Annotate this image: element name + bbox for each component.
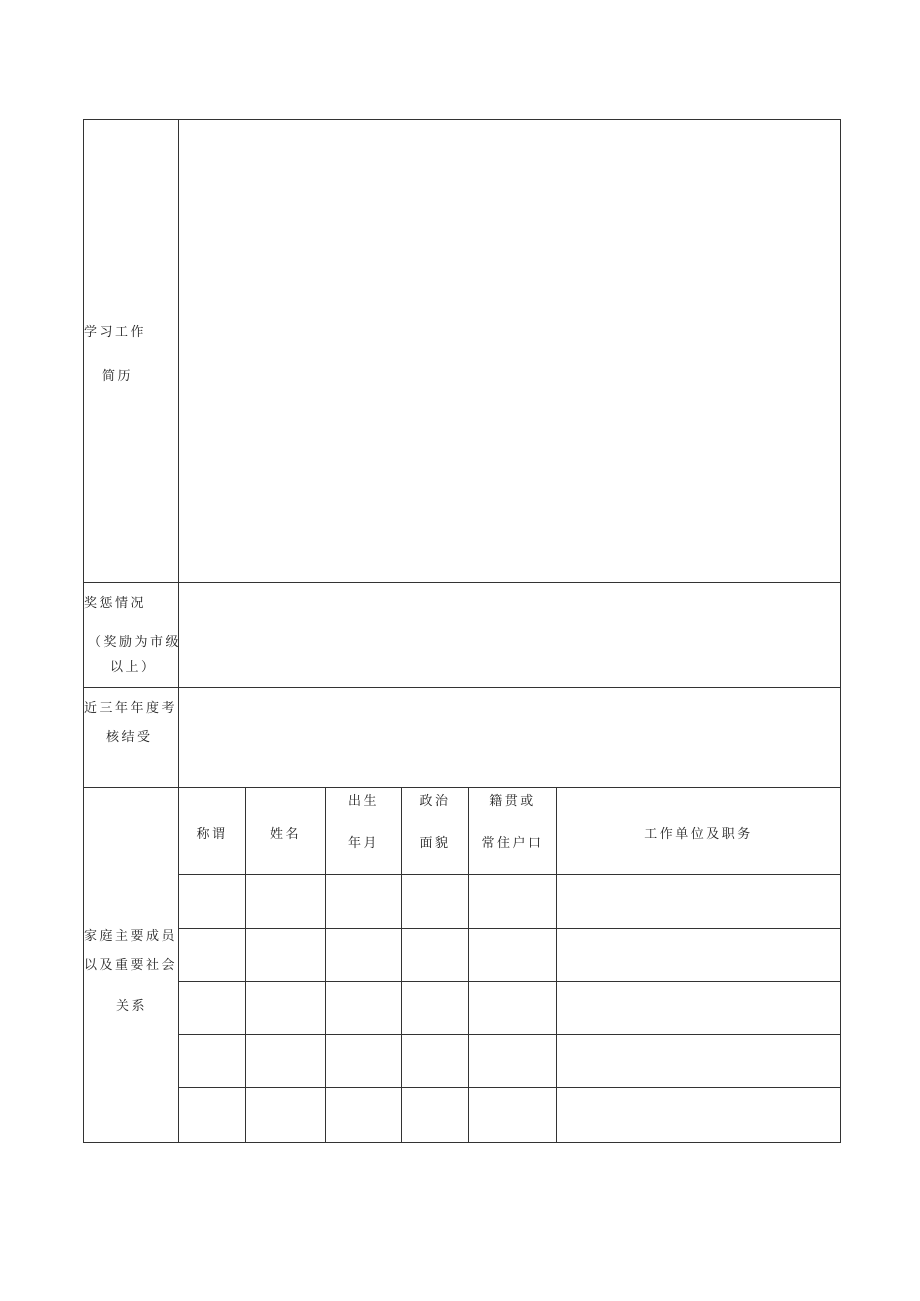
table-border-left [83, 119, 84, 1143]
family-label-line3: 关系 [116, 999, 148, 1014]
family-header-origin-line1: 籍贯或 [489, 794, 536, 809]
relation-cell[interactable] [179, 1088, 245, 1142]
birth-cell[interactable] [326, 929, 401, 981]
origin-cell[interactable] [469, 982, 556, 1034]
birth-cell[interactable] [326, 1035, 401, 1087]
table-border-right [840, 119, 841, 1143]
origin-cell[interactable] [469, 1035, 556, 1087]
family-header-relation: 称谓 [196, 827, 228, 842]
name-cell[interactable] [246, 929, 325, 981]
family-header-political-line2: 面貌 [419, 836, 451, 851]
work-cell[interactable] [557, 875, 840, 928]
section-divider-3 [83, 787, 841, 788]
relation-cell[interactable] [179, 875, 245, 928]
family-label-line2: 以及重要社会 [84, 958, 178, 973]
name-cell[interactable] [246, 1035, 325, 1087]
family-header-political-line1: 政治 [419, 794, 451, 809]
origin-cell[interactable] [469, 875, 556, 928]
family-header-origin-line2: 常住户口 [481, 836, 544, 851]
family-header-work: 工作单位及职务 [644, 827, 753, 842]
birth-cell[interactable] [326, 982, 401, 1034]
study-work-resume-label-line1: 学习工作 [84, 325, 147, 340]
political-cell[interactable] [402, 875, 468, 928]
rewards-label-line3: 以上） [110, 660, 157, 675]
relation-cell[interactable] [179, 982, 245, 1034]
relation-cell[interactable] [179, 1035, 245, 1087]
political-cell[interactable] [402, 1035, 468, 1087]
work-cell[interactable] [557, 929, 840, 981]
family-header-name: 姓名 [269, 827, 301, 842]
origin-cell[interactable] [469, 1088, 556, 1142]
name-cell[interactable] [246, 875, 325, 928]
table-border-bottom [83, 1142, 841, 1143]
family-label-line1: 家庭主要成员 [84, 929, 178, 944]
relation-cell[interactable] [179, 929, 245, 981]
assessment-label-line2: 核结受 [106, 730, 153, 745]
political-cell[interactable] [402, 929, 468, 981]
political-cell[interactable] [402, 982, 468, 1034]
study-work-resume-content[interactable] [179, 120, 840, 582]
family-header-birth-line1: 出生 [347, 794, 379, 809]
political-cell[interactable] [402, 1088, 468, 1142]
family-header-birth-line2: 年月 [347, 836, 379, 851]
name-cell[interactable] [246, 1088, 325, 1142]
study-work-resume-label-line2: 简历 [102, 369, 134, 384]
assessment-label-line1: 近三年年度考 [84, 701, 178, 716]
work-cell[interactable] [557, 1035, 840, 1087]
assessment-content[interactable] [179, 688, 840, 787]
origin-cell[interactable] [469, 929, 556, 981]
name-cell[interactable] [246, 982, 325, 1034]
work-cell[interactable] [557, 982, 840, 1034]
rewards-label-line2: （奖励为市级 [88, 635, 182, 650]
rewards-label-line1: 奖惩情况 [84, 596, 147, 611]
birth-cell[interactable] [326, 875, 401, 928]
birth-cell[interactable] [326, 1088, 401, 1142]
rewards-content[interactable] [179, 583, 840, 687]
work-cell[interactable] [557, 1088, 840, 1142]
registration-form-table [83, 119, 841, 1143]
